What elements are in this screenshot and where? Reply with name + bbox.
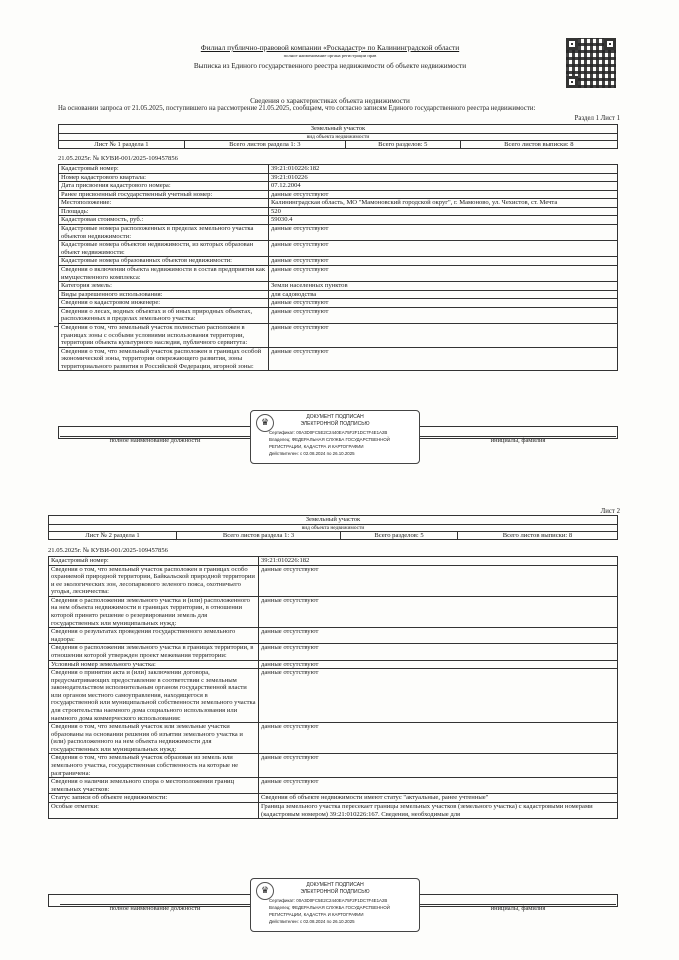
row-label: Статус записи об объекте недвижимости:	[49, 794, 259, 803]
emblem-icon: ♛	[256, 414, 274, 432]
row-label: Кадастровая стоимость, руб.:	[59, 216, 269, 225]
row-value: данные отсутствуют	[259, 723, 618, 754]
row-value: Земли населенных пунктов	[269, 282, 618, 291]
table-row	[49, 754, 618, 778]
object-type-caption: вид объекта недвижимости	[59, 133, 618, 140]
row-value: 39:21:010226:182	[269, 165, 618, 174]
table-row	[49, 644, 618, 660]
object-type: Земельный участок	[49, 516, 618, 525]
e-signature-stamp-1	[250, 410, 420, 464]
row-label: Кадастровые номера образованных объектов недвижимости:	[59, 257, 269, 266]
row-value: Граница земельного участка пересекает границы земельных участков (земельного участка) с кадастровыми номерами (кадастровым номером) 39:21:010226:167. Сведения, необходимые для	[259, 802, 618, 818]
row-value: данные отсутствуют	[269, 257, 618, 266]
row-value: данные отсутствуют	[269, 241, 618, 257]
row-label: Категория земель:	[59, 282, 269, 291]
row-value: данные отсутствуют	[269, 307, 618, 323]
table-row	[59, 282, 618, 291]
total-sheets-section: Всего листов раздела 1: 3	[184, 140, 345, 149]
table-row	[49, 565, 618, 596]
object-type: Земельный участок	[59, 125, 618, 134]
row-label: Кадастровые номера объектов недвижимости, из которых образован объект недвижимости:	[59, 241, 269, 257]
row-label: Номер кадастрового квартала:	[59, 173, 269, 182]
table-row	[59, 216, 618, 225]
row-label: Сведения о принятии акта и (или) заключении договора, предусматривающих предоставление в соответствии с земельным законодательством исполнительным органом государственной власти или органом местного самоуправления, находящегося в государственной или муниципальной собственности земельного участка для строительства наемного дома социального использования или наемного дома коммерческого использования:	[49, 669, 259, 723]
row-label: Сведения о том, что земельный участок образован из земель или земельного участка, государственная собственность на которые не разграничена:	[49, 754, 259, 778]
row-value: для садоводства	[269, 290, 618, 299]
table-row	[59, 173, 618, 182]
row-value: 39:21:010226:182	[259, 557, 618, 566]
total-sheets-extract: Всего листов выписки: 8	[457, 531, 617, 540]
row-value: данные отсутствуют	[269, 265, 618, 281]
row-label: Кадастровые номера расположенных в пределах земельного участка объектов недвижимости:	[59, 225, 269, 241]
sheet-number: Лист № 2 раздела 1	[49, 531, 177, 540]
stamp-detail: Действителен: с 02.08.2024 по 26.10.2025	[269, 919, 355, 924]
row-label: Сведения о том, что земельный участок расположен в границах особой экономической зоны, территории опережающего развития, зоны территориального развития в Российской Федерации, игорной зоны:	[59, 347, 269, 371]
row-label: Кадастровый номер:	[59, 165, 269, 174]
row-value: данные отсутствуют	[269, 323, 618, 347]
stamp-detail: Сертификат: 00A3D0FC5E2C2440EA75F2F1DC7F4E1A2B	[269, 430, 388, 435]
row-label: Сведения о лесах, водных объектах и об иных природных объектах, расположенных в пределах земельного участка:	[59, 307, 269, 323]
row-label: Ранее присвоенный государственный учетный номер:	[59, 190, 269, 199]
table-row	[59, 257, 618, 266]
row-value: данные отсутствуют	[259, 628, 618, 644]
row-label: Виды разрешенного использования:	[59, 290, 269, 299]
stamp-subtitle: ЭЛЕКТРОННОЙ ПОДПИСЬЮ	[300, 889, 370, 895]
sheet2-data-table	[48, 556, 618, 819]
row-value: данные отсутствуют	[259, 669, 618, 723]
stamp-detail: Действителен: с 02.08.2024 по 26.10.2025	[269, 451, 355, 456]
total-sections: Всего разделов: 5	[341, 531, 458, 540]
stamp-detail: РЕГИСТРАЦИИ, КАДАСТРА И КАРТОГРАФИИ	[269, 912, 364, 917]
total-sheets-section: Всего листов раздела 1: 3	[176, 531, 340, 540]
row-value: 39:21:010226	[269, 173, 618, 182]
stamp-subtitle: ЭЛЕКТРОННОЙ ПОДПИСЬЮ	[300, 421, 370, 427]
table-row	[59, 199, 618, 208]
row-label: Условный номер земельного участка:	[49, 660, 259, 669]
table-row	[49, 723, 618, 754]
row-label: Сведения о результатах проведения государственного земельного надзора:	[49, 628, 259, 644]
row-value: данные отсутствуют	[259, 778, 618, 794]
row-value: данные отсутствуют	[259, 644, 618, 660]
row-value: Калининградская область, МО "Мамоновский городской округ", г. Мамоново, ул. Чехистов, ст. Мечта	[269, 199, 618, 208]
stamp-detail: Владелец: ФЕДЕРАЛЬНАЯ СЛУЖБА ГОСУДАРСТВЕННОЙ	[269, 437, 390, 442]
stamp-detail: Владелец: ФЕДЕРАЛЬНАЯ СЛУЖБА ГОСУДАРСТВЕННОЙ	[269, 905, 390, 910]
sheet1-header-table	[58, 124, 618, 149]
row-value: данные отсутствуют	[269, 190, 618, 199]
row-label: Особые отметки:	[49, 802, 259, 818]
section-title: Сведения о характеристиках объекта недвижимости	[250, 97, 410, 105]
position-caption: полное наименование должности	[60, 436, 250, 444]
row-value: данные отсутствуют	[259, 660, 618, 669]
table-row	[59, 299, 618, 308]
row-value: 07.12.2004	[269, 182, 618, 191]
initials-caption: инициалы, фамилия	[420, 904, 616, 912]
stamp-title: ДОКУМЕНТ ПОДПИСАН	[306, 414, 364, 420]
stamp-title: ДОКУМЕНТ ПОДПИСАН	[306, 882, 364, 888]
stamp-detail: РЕГИСТРАЦИИ, КАДАСТРА И КАРТОГРАФИИ	[269, 444, 364, 449]
table-row	[59, 265, 618, 281]
table-row	[49, 794, 618, 803]
table-row	[59, 307, 618, 323]
table-row	[59, 241, 618, 257]
row-value: данные отсутствуют	[269, 347, 618, 371]
intro-text: На основании запроса от 21.05.2025, поступившего на рассмотрение 21.05.2025, сообщаем, что согласно записям Единого государственного реестра недвижимости:	[58, 105, 536, 112]
row-label: Сведения о кадастровом инженере:	[59, 299, 269, 308]
e-signature-stamp-2	[250, 878, 420, 932]
table-row	[49, 669, 618, 723]
total-sheets-extract: Всего листов выписки: 8	[460, 140, 617, 149]
sheet2-label: Лист 2	[600, 508, 620, 515]
row-value: 520	[269, 207, 618, 216]
row-label: Кадастровый номер:	[49, 557, 259, 566]
row-value: 59030.4	[269, 216, 618, 225]
table-row	[49, 628, 618, 644]
table-row	[49, 557, 618, 566]
object-type-caption: вид объекта недвижимости	[49, 524, 618, 531]
emblem-icon: ♛	[256, 882, 274, 900]
row-value: Сведения об объекте недвижимости имеют статус "актуальные, ранее учтенные"	[259, 794, 618, 803]
stamp-detail: Сертификат: 00A3D0FC5E2C2440EA75F2F1DC7F4E1A2B	[269, 898, 388, 903]
agency-caption: полное наименование органа регистрации прав	[283, 53, 377, 58]
row-label: Местоположение:	[59, 199, 269, 208]
row-value: данные отсутствуют	[259, 596, 618, 627]
qr-code-icon	[566, 38, 616, 88]
agency-name: Филиал публично-правовой компании «Роскадастр» по Калининградской области	[200, 43, 460, 52]
extract-title: Выписка из Единого государственного реестра недвижимости об объекте недвижимости	[193, 62, 467, 70]
table-row	[59, 323, 618, 347]
sheet1-data-table	[58, 164, 618, 371]
table-row	[49, 778, 618, 794]
table-row	[59, 182, 618, 191]
row-value: данные отсутствуют	[269, 225, 618, 241]
section-sheet-label: Раздел 1 Лист 1	[574, 115, 620, 122]
sheet-number: Лист № 1 раздела 1	[59, 140, 185, 149]
row-label: Сведения о том, что земельный участок или земельные участки образованы на основании решения об изъятии земельного участка и (или) расположенного на нем объекта недвижимости для государственных или муниципальных нужд:	[49, 723, 259, 754]
row-value: данные отсутствуют	[259, 754, 618, 778]
row-label: Сведения о том, что земельный участок полностью расположен в границах зоны с особыми условиями использования территории, территории объекта культурного наследия, публичного сервитута:	[59, 323, 269, 347]
table-row	[59, 290, 618, 299]
table-row	[59, 225, 618, 241]
row-label: Сведения о расположении земельного участка и (или) расположенного на нем объекта недвижимости в границах территории, в отношении которой принято решение о резервировании земель для государственных или муниципальных нужд:	[49, 596, 259, 627]
table-row	[49, 802, 618, 818]
table-row	[49, 596, 618, 627]
margin-tick	[54, 326, 58, 327]
table-row	[59, 190, 618, 199]
row-label: Сведения о наличии земельного спора о местоположении границ земельных участков:	[49, 778, 259, 794]
table-row	[59, 165, 618, 174]
row-value: данные отсутствуют	[259, 565, 618, 596]
sheet2-header-table	[48, 515, 618, 540]
table-row	[59, 347, 618, 371]
row-label: Сведения о том, что земельный участок расположен в границах особо охраняемой природной территории, Байкальской природной территории и ее экологических зон, лесопаркового зеленого пояса, охотничьего угодья, лесничества:	[49, 565, 259, 596]
position-caption: полное наименование должности	[60, 904, 250, 912]
row-label: Дата присвоения кадастрового номера:	[59, 182, 269, 191]
initials-caption: инициалы, фамилия	[420, 436, 616, 444]
total-sections: Всего разделов: 5	[345, 140, 460, 149]
table-row	[49, 660, 618, 669]
row-label: Сведения о расположении земельного участка в границах территории, в отношении которой утвержден проект межевания территории:	[49, 644, 259, 660]
row-label: Площадь:	[59, 207, 269, 216]
doc-reference: 21.05.2025г. № КУВИ-001/2025-109457856	[48, 547, 168, 554]
table-row	[59, 207, 618, 216]
row-value: данные отсутствуют	[269, 299, 618, 308]
doc-reference: 21.05.2025г. № КУВИ-001/2025-109457856	[58, 155, 178, 162]
row-label: Сведения о включении объекта недвижимости в состав предприятия как имущественного комплекса:	[59, 265, 269, 281]
